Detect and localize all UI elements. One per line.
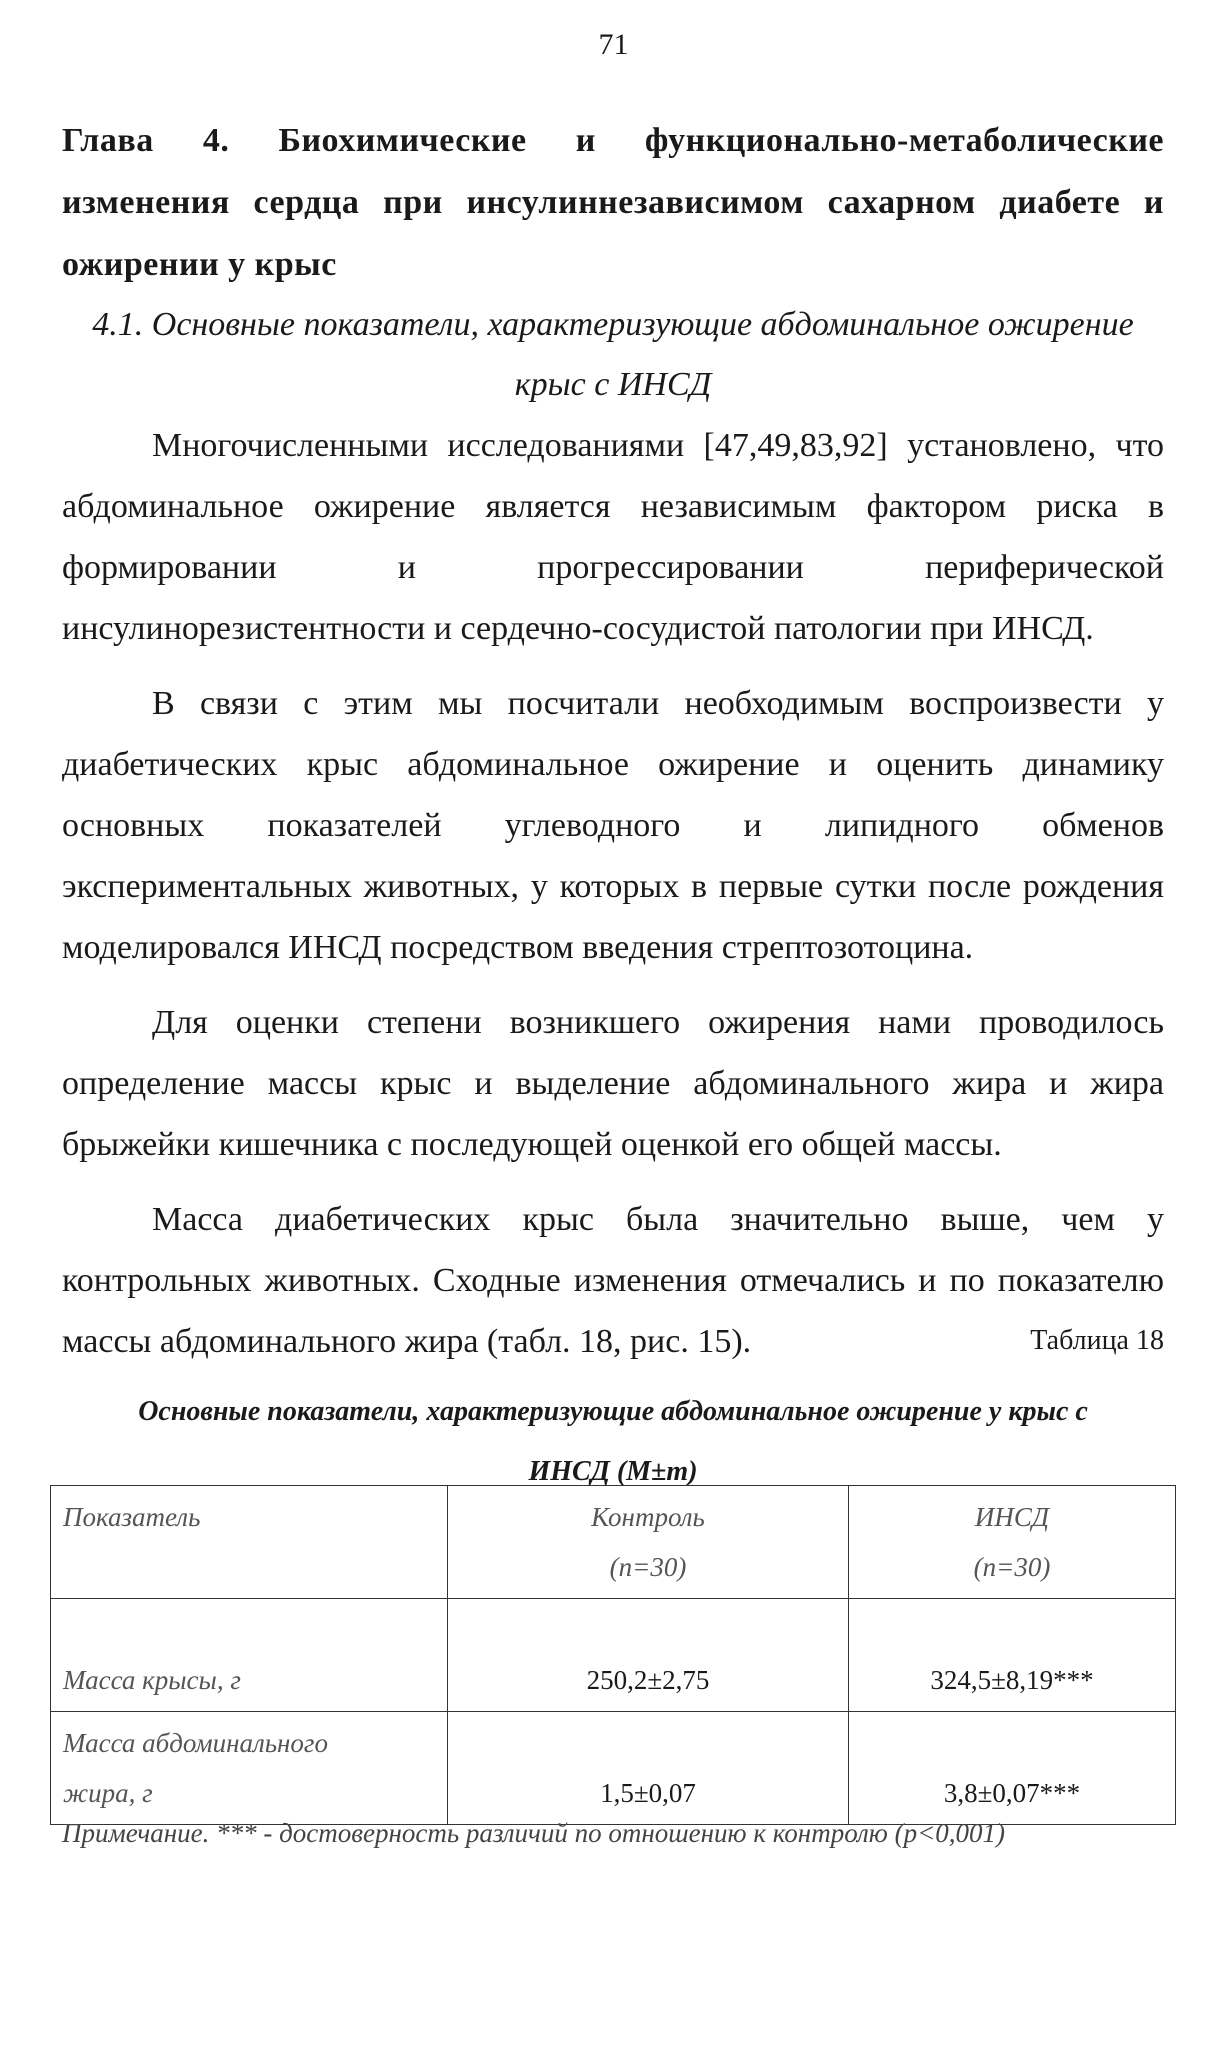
section-title-line2: крыс с ИНСД bbox=[514, 366, 712, 403]
chapter-title: Глава 4. Биохимические и функционально-метаболические изменения сердца при инсулиннезависимом сахарном диабете и ожирении у крыс bbox=[62, 122, 1164, 283]
row-control-value: 1,5±0,07 bbox=[448, 1712, 849, 1825]
header-control bbox=[448, 1486, 849, 1599]
paragraph: В связи с этим мы посчитали необходимым воспроизвести у диабетических крыс абдоминальное ожирение и оценить динамику основных показателей углеводного и липидного обменов экспериментальных животных, у которых в первые сутки после рождения моделировался ИНСД посредством введения стрептозотоцина. bbox=[62, 685, 1164, 966]
row-indicator bbox=[51, 1712, 448, 1825]
header-insd-label: ИНСД bbox=[974, 1502, 1050, 1532]
page-number: 71 bbox=[598, 28, 629, 61]
table-caption bbox=[62, 1382, 1164, 1502]
data-table bbox=[50, 1485, 1176, 1825]
paragraph: Многочисленными исследованиями [47,49,83,92] установлено, что абдоминальное ожирение является независимым фактором риска в формировании и прогрессировании периферической инсулинорезистентности и сердечно-сосудистой патологии при ИНСД. bbox=[62, 427, 1164, 647]
section-title-line1: 4.1. Основные показатели, характеризующие абдоминальное ожирение bbox=[92, 306, 1134, 343]
row-insd-value: 3,8±0,07*** bbox=[849, 1712, 1176, 1825]
row-insd-value: 324,5±8,19*** bbox=[849, 1599, 1176, 1712]
header-insd-n: (n=30) bbox=[973, 1552, 1051, 1582]
header-control-label: Контроль bbox=[591, 1502, 705, 1532]
table-row bbox=[51, 1712, 1176, 1825]
section-title bbox=[62, 295, 1164, 415]
table-header-row bbox=[51, 1486, 1176, 1599]
paragraph: Для оценки степени возникшего ожирения нами проводилось определение массы крыс и выделение абдоминального жира и жира брыжейки кишечника с последующей оценкой его общей массы. bbox=[62, 1004, 1164, 1163]
header-indicator: Показатель bbox=[51, 1486, 448, 1599]
table-row bbox=[51, 1599, 1176, 1712]
table-caption-line2: ИНСД (M±m) bbox=[528, 1456, 698, 1487]
paragraph: Масса диабетических крыс была значительно выше, чем у контрольных животных. Сходные изменения отмечались и по показателю массы абдоминального жира (табл. 18, рис. 15). bbox=[62, 1201, 1164, 1360]
table-note: Примечание. *** - достоверность различий по отношению к контролю (p<0,001) bbox=[62, 1818, 1006, 1848]
table-label: Таблица 18 bbox=[1030, 1325, 1164, 1356]
row-control-value: 250,2±2,75 bbox=[448, 1599, 849, 1712]
header-insd bbox=[849, 1486, 1176, 1599]
table-caption-line1: Основные показатели, характеризующие абдоминальное ожирение у крыс с bbox=[138, 1396, 1088, 1427]
row-indicator-line1: Масса абдоминального bbox=[63, 1728, 328, 1758]
header-control-n: (n=30) bbox=[609, 1552, 687, 1582]
body-text bbox=[62, 415, 1164, 1372]
row-indicator-line2: жира, г bbox=[63, 1778, 153, 1808]
row-indicator: Масса крысы, г bbox=[51, 1599, 448, 1712]
